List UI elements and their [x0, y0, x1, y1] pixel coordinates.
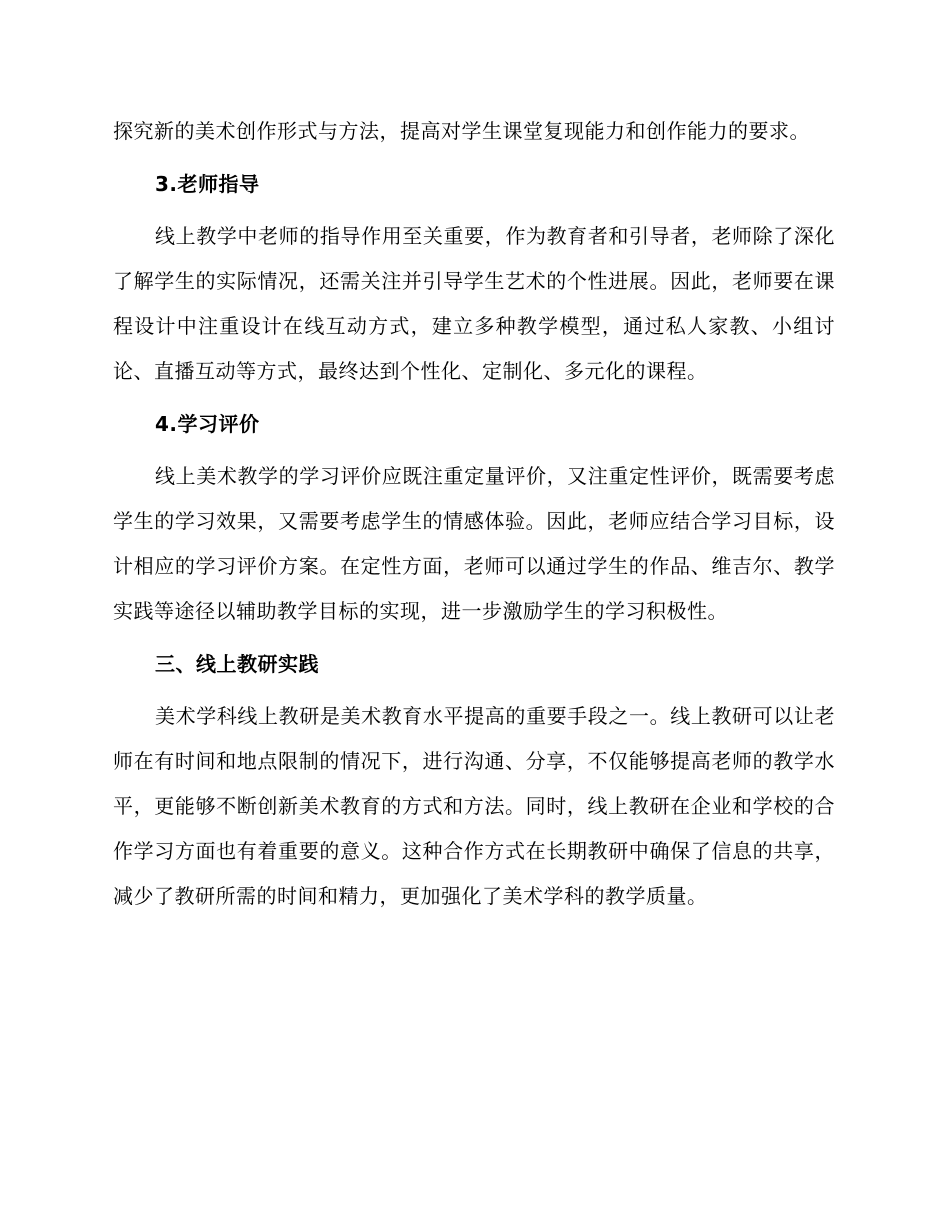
section-heading-online-research-practice: 三、线上教研实践 [155, 652, 319, 676]
section-paragraph-online-research-practice: 美术学科线上教研是美术教育水平提高的重要手段之一。线上教研可以让老师在有时间和地点限制的情况下，进行沟通、分享，不仅能够提高老师的教学水平，更能够不断创新美术教育的方式和方法。同时，线上教研在企业和学校的合作学习方面也有着重要的意义。这种合作方式在长期教研中确保了信息的共享，减少了教研所需的时间和精力，更加强化了美术学科的教学质量。 [113, 704, 835, 908]
document-body [113, 109, 835, 919]
section-heading-learning-evaluation: 4.学习评价 [155, 412, 260, 436]
section-heading-teacher-guidance: 3.老师指导 [155, 172, 260, 196]
intro-paragraph: 探究新的美术创作形式与方法，提高对学生课堂复现能力和创作能力的要求。 [113, 119, 810, 143]
section-paragraph-teacher-guidance: 线上教学中老师的指导作用至关重要，作为教育者和引导者，老师除了深化了解学生的实际情况，还需关注并引导学生艺术的个性进展。因此，老师要在课程设计中注重设计在线互动方式，建立多种教学模型，通过私人家教、小组讨论、直播互动等方式，最终达到个性化、定制化、多元化的课程。 [113, 224, 835, 383]
section-paragraph-learning-evaluation: 线上美术教学的学习评价应既注重定量评价，又注重定性评价，既需要考虑学生的学习效果，又需要考虑学生的情感体验。因此，老师应结合学习目标，设计相应的学习评价方案。在定性方面，老师可以通过学生的作品、维吉尔、教学实践等途径以辅助教学目标的实现，进一步激励学生的学习积极性。 [113, 464, 835, 623]
